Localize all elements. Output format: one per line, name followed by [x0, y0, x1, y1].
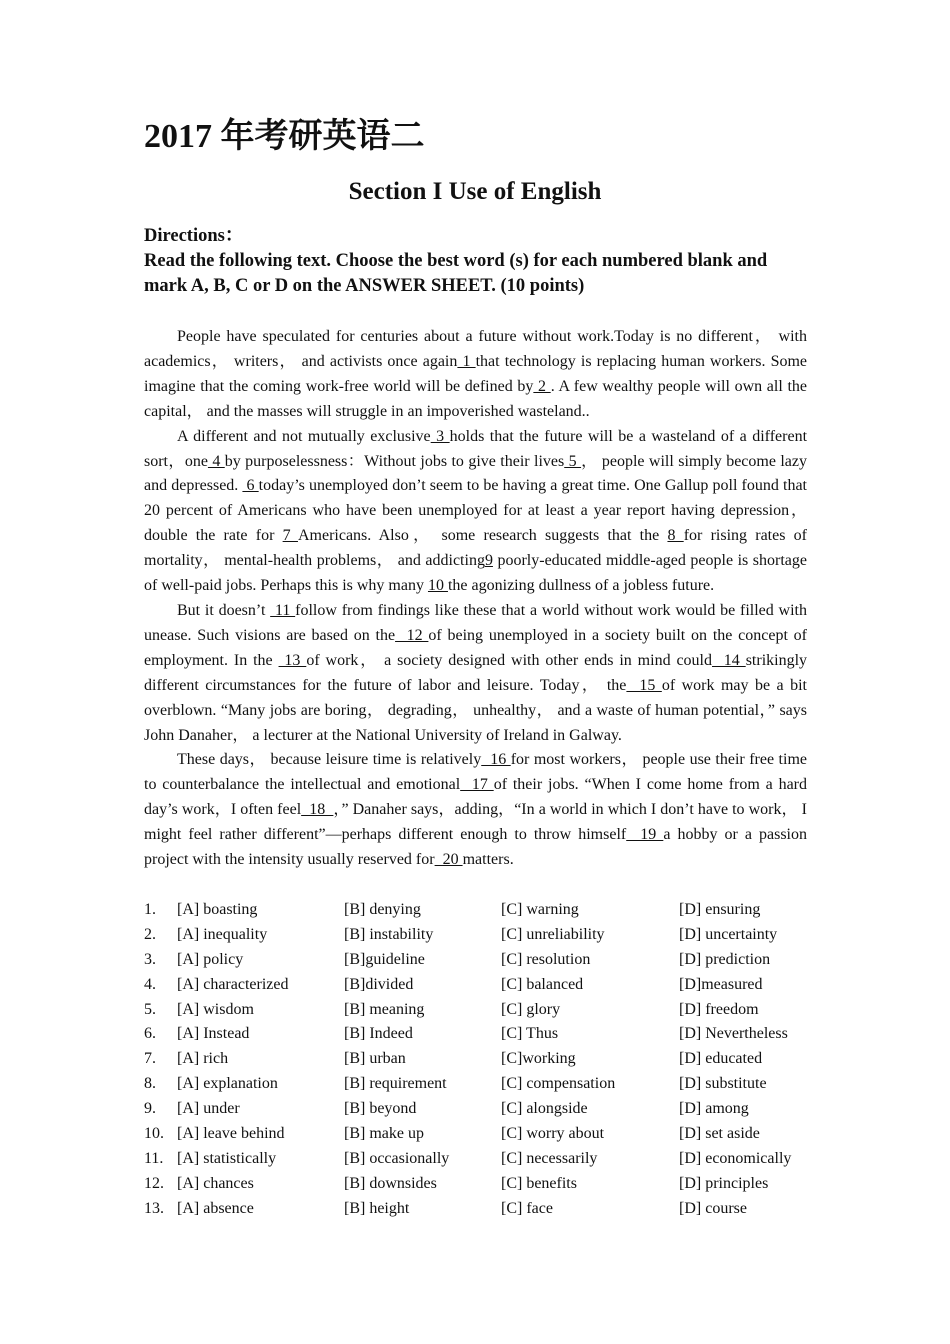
- blank-7: 7: [282, 527, 298, 545]
- passage-text: follow from findings like these that a world without work would be filled with unease. Such visions are based on the: [144, 601, 807, 644]
- question-number: 12.: [144, 1174, 164, 1192]
- passage-text: People have speculated for centuries about a future without work.Today is no different， with academics， writers， and activists once again: [144, 328, 808, 370]
- option-b: [B] occasionally: [344, 1149, 450, 1167]
- passage-text: for most workers， people use their free time to counterbalance the intellectual and emotional: [144, 751, 807, 794]
- option-row: [144, 998, 824, 1023]
- option-a: [A] absence: [177, 1199, 254, 1217]
- option-b: [B] beyond: [344, 1100, 417, 1118]
- blank-13: 13: [278, 651, 307, 669]
- option-a: [A] leave behind: [177, 1125, 285, 1143]
- option-row: [144, 1122, 824, 1147]
- option-row: [144, 973, 824, 998]
- option-a: [A] Instead: [177, 1025, 250, 1043]
- passage-text: of their jobs. “When I come home from a hard day’s work，I often feel: [144, 776, 808, 819]
- option-a: [A] under: [177, 1100, 240, 1118]
- blank-11: 11: [270, 601, 296, 619]
- option-d: [D] ensuring: [679, 901, 761, 918]
- option-a: [A] policy: [177, 950, 244, 968]
- option-d: [D] uncertainty: [679, 925, 778, 943]
- passage-paragraph-1: [144, 325, 807, 425]
- option-d: [D] course: [679, 1199, 747, 1217]
- option-row: [144, 898, 824, 923]
- option-b: [B] make up: [344, 1125, 424, 1143]
- passage-text: . A few wealthy people will own all the capital， and the masses will struggle in an impoverished wasteland..: [144, 377, 808, 420]
- blank-16: 16: [481, 751, 511, 769]
- question-number: 4.: [144, 975, 156, 993]
- passage-text: of work may be a bit overblown. “Many jobs are boring， degrading， unhealthy， and a waste of human potential，” says John Danaher， a lecturer at the National University of Ireland in Galway.: [144, 676, 808, 744]
- passage-text: strikingly different circumstances for the future of labor and leisure. Today， the: [144, 651, 808, 694]
- question-number: 2.: [144, 925, 156, 943]
- option-b: [B] meaning: [344, 1000, 425, 1018]
- option-d: [D] principles: [679, 1174, 769, 1192]
- option-b: [B] urban: [344, 1050, 406, 1068]
- blank-1: 1: [457, 352, 476, 370]
- passage-text: of work， a society designed with other ends in mind could: [306, 651, 713, 669]
- directions-label: Directions：: [144, 226, 244, 246]
- question-number: 3.: [144, 950, 156, 968]
- question-number: 5.: [144, 1000, 156, 1018]
- option-b: [B] downsides: [344, 1174, 437, 1192]
- option-row: [144, 923, 824, 948]
- passage-text: that technology is replacing human workers. Some imagine that the coming work-free world will be defined by: [144, 352, 808, 395]
- option-d: [D] educated: [679, 1050, 763, 1068]
- section-title: Section I Use of English: [348, 178, 602, 205]
- passage-text: a hobby or a passion project with the intensity usually reserved for: [144, 826, 808, 869]
- option-b: [B]guideline: [344, 950, 425, 968]
- question-number: 7.: [144, 1050, 156, 1068]
- passage-paragraph-2: [144, 425, 807, 599]
- option-c: [C] balanced: [501, 975, 584, 993]
- option-c: [C] compensation: [501, 1075, 616, 1093]
- option-c: [C] glory: [501, 1000, 561, 1018]
- option-c: [C] resolution: [501, 950, 591, 968]
- passage-text: holds that the future will be a wasteland of a different sort，one: [144, 427, 808, 470]
- question-number: 6.: [144, 1025, 156, 1043]
- option-d: [D] Nevertheless: [679, 1025, 788, 1043]
- option-d: [D] freedom: [679, 1000, 759, 1018]
- option-d: [D]measured: [679, 975, 763, 993]
- option-row: [144, 1172, 824, 1197]
- option-d: [D] economically: [679, 1149, 792, 1167]
- option-a: [A] inequality: [177, 925, 268, 943]
- option-d: [D] prediction: [679, 950, 771, 968]
- option-c: [C] benefits: [501, 1174, 577, 1192]
- option-a: [A] wisdom: [177, 1000, 254, 1018]
- option-a: [A] statistically: [177, 1149, 277, 1167]
- blank-17: 17: [460, 776, 494, 794]
- question-number: 1.: [144, 901, 156, 918]
- blank-3: 3: [430, 427, 450, 445]
- blank-18: 18: [301, 801, 334, 819]
- passage-text: A different and not mutually exclusive: [177, 427, 431, 445]
- option-b: [B]divided: [344, 975, 414, 993]
- directions-text: Read the following text. Choose the best word (s) for each numbered blank and mark A, B, C or D on the ANSWER SHEET. (10 points): [144, 251, 768, 296]
- option-b: [B] denying: [344, 901, 421, 918]
- passage-text: the agonizing dullness of a jobless future.: [447, 577, 715, 595]
- option-row: [144, 1022, 824, 1047]
- cloze-passage: [144, 325, 807, 873]
- option-row: [144, 1097, 824, 1122]
- option-row: [144, 1072, 824, 1097]
- passage-paragraph-4: [144, 748, 807, 873]
- option-a: [A] explanation: [177, 1075, 278, 1093]
- option-c: [C] necessarily: [501, 1149, 598, 1167]
- passage-text: matters.: [462, 851, 514, 869]
- option-row: [144, 1047, 824, 1072]
- option-d: [D] substitute: [679, 1075, 767, 1093]
- option-a: [A] characterized: [177, 975, 289, 993]
- question-number: 10.: [144, 1125, 164, 1143]
- option-b: [B] instability: [344, 925, 434, 943]
- option-c: [C] worry about: [501, 1125, 605, 1143]
- blank-2: 2: [533, 377, 551, 395]
- passage-text: Americans. Also， some research suggests that the: [297, 527, 668, 545]
- option-a: [A] boasting: [177, 901, 258, 918]
- blank-14: 14: [712, 651, 746, 669]
- blank-10: 10: [427, 577, 448, 595]
- answer-options: [144, 898, 824, 1222]
- option-c: [C] unreliability: [501, 925, 605, 943]
- passage-text: for rising rates of mortality， mental-health problems， and addicting: [144, 527, 807, 570]
- blank-20: 20: [434, 851, 463, 869]
- question-number: 9.: [144, 1100, 156, 1118]
- option-a: [A] chances: [177, 1174, 254, 1192]
- blank-8: 8: [667, 527, 684, 545]
- directions: [144, 224, 808, 299]
- option-b: [B] requirement: [344, 1075, 447, 1093]
- passage-text: by purposelessness：Without jobs to give their lives: [224, 452, 565, 470]
- option-c: [C] face: [501, 1199, 553, 1217]
- option-b: [B] height: [344, 1199, 410, 1217]
- option-c: [C]working: [501, 1050, 576, 1068]
- question-number: 13.: [144, 1199, 164, 1217]
- passage-text: These days， because leisure time is relatively: [177, 751, 482, 769]
- option-c: [C] alongside: [501, 1100, 588, 1118]
- blank-15: 15: [626, 676, 662, 694]
- passage-text: ， people will simply become lazy and depressed.: [144, 452, 808, 495]
- passage-text: of being unemployed in a society built on the concept of employment. In the: [144, 626, 807, 669]
- blank-19: 19: [626, 826, 664, 844]
- option-c: [C] warning: [501, 901, 579, 918]
- passage-text: poorly-educated middle-aged people is shortage of well-paid jobs. Perhaps this is why many: [144, 552, 807, 595]
- option-row: [144, 1197, 824, 1222]
- option-row: [144, 1147, 824, 1172]
- blank-12: 12: [395, 626, 429, 644]
- blank-6: 6: [242, 477, 259, 495]
- option-c: [C] Thus: [501, 1025, 559, 1043]
- question-number: 8.: [144, 1075, 156, 1093]
- option-row: [144, 948, 824, 973]
- option-d: [D] among: [679, 1100, 749, 1118]
- passage-text: ，” Danaher says，adding，“In a world in which I don’t have to work， I might feel rather different”—perhaps different enough to throw himself: [144, 801, 807, 844]
- blank-9: 9: [484, 552, 493, 570]
- question-number: 11.: [144, 1149, 164, 1167]
- option-d: [D] set aside: [679, 1125, 760, 1143]
- passage-text: today’s unemployed don’t seem to be having a great time. One Gallup poll found that 20 percent of Americans who have been unemployed for at least a year report having depression，double the rate for: [144, 477, 807, 545]
- option-b: [B] Indeed: [344, 1025, 413, 1043]
- blank-5: 5: [564, 452, 582, 470]
- document-title: 2017 年考研英语二: [144, 118, 425, 155]
- passage-text: But it doesn’t: [177, 601, 271, 619]
- passage-paragraph-3: [144, 599, 807, 748]
- option-a: [A] rich: [177, 1050, 229, 1068]
- blank-4: 4: [207, 452, 225, 470]
